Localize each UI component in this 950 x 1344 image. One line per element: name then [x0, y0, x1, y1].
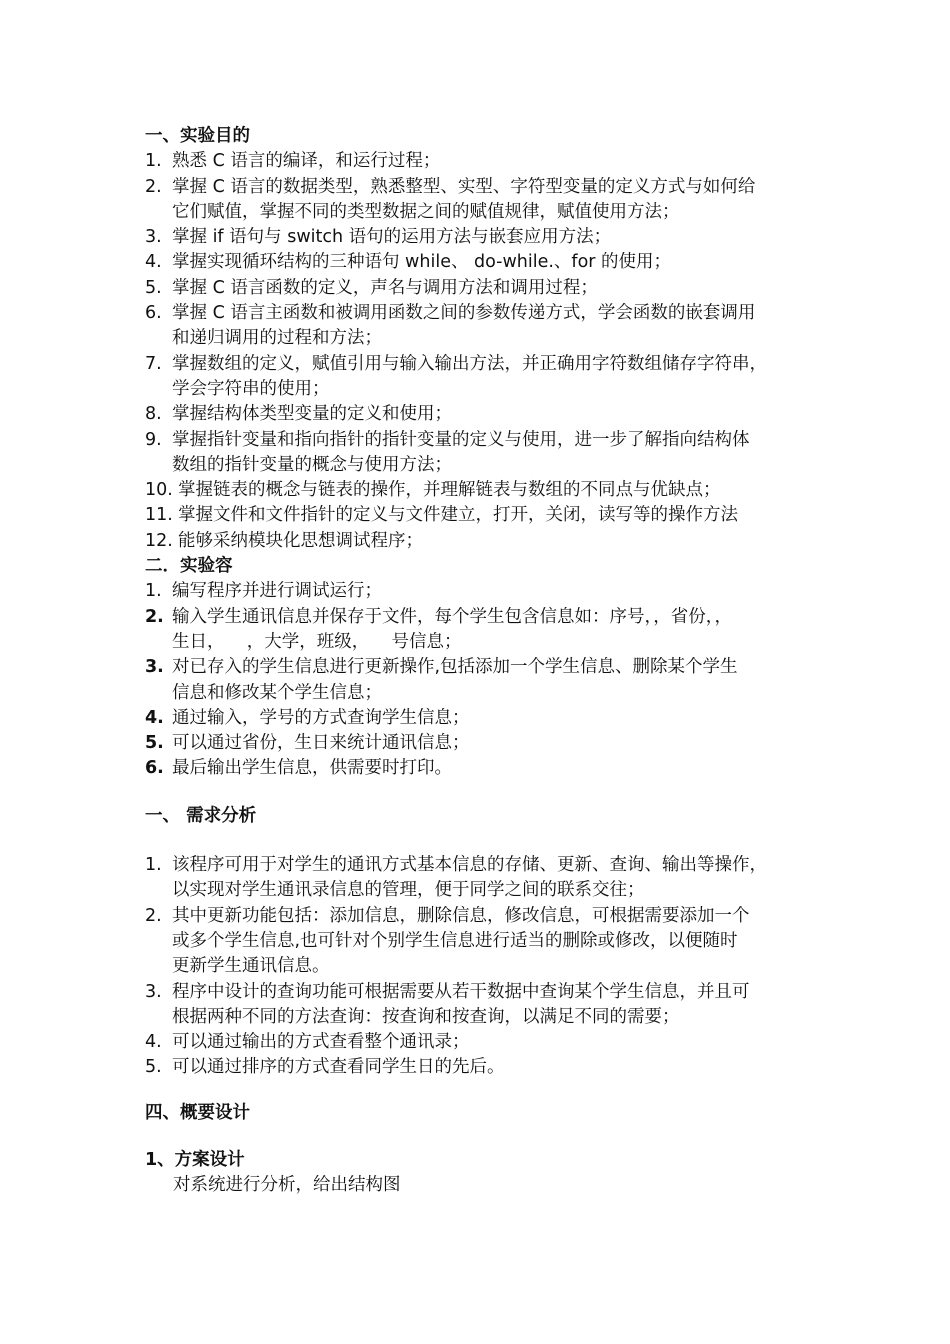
list-item [145, 904, 835, 980]
list-item-number: 1. [145, 581, 162, 602]
list-item-number: 1. [145, 151, 162, 172]
list-item-line: 掌握 C 语言函数的定义，声名与调用方法和调用过程； [172, 277, 598, 298]
list-item-text [172, 225, 835, 250]
list-item-line: 编写程序并进行调试运行； [172, 581, 382, 602]
list-item-number: 4. [145, 252, 162, 273]
list-item [145, 352, 835, 403]
list-item-text [172, 149, 835, 174]
list-item-line: 可以通过排序的方式查看同学生日的先后。 [172, 1057, 505, 1078]
subheading-scheme-design: 1、方案设计 [145, 1149, 245, 1170]
list-item-text [172, 853, 835, 904]
section-heading-content: 二．实验容 [145, 556, 233, 577]
list-item-number: 3. [145, 227, 162, 248]
list-item [145, 175, 835, 226]
list-item-line: 通过输入，学号的方式查询学生信息； [172, 707, 470, 728]
list-item-text [172, 605, 835, 656]
list-item [145, 655, 835, 706]
list-item-number: 6. [145, 758, 164, 779]
list-item [145, 605, 835, 656]
list-item-text [172, 352, 835, 403]
list-item-line: 可以通过输出的方式查看整个通讯录； [172, 1032, 470, 1053]
list-item-line: 信息和修改某个学生信息； [172, 682, 382, 703]
list-item-line: 更新学生通讯信息。 [172, 956, 330, 977]
list-item-line: 掌握实现循环结构的三种语句 while、 do-while.、for 的使用； [172, 252, 672, 273]
content-list [145, 579, 835, 781]
list-item-number: 2. [145, 176, 162, 197]
list-item [145, 1030, 835, 1055]
list-item [145, 756, 835, 781]
list-item-number: 5. [145, 733, 164, 754]
list-item-number: 12. [145, 530, 173, 551]
list-item [145, 1055, 835, 1080]
list-item-text [172, 655, 835, 706]
list-item [145, 250, 835, 275]
list-item-text [172, 731, 835, 756]
list-item-text [172, 756, 835, 781]
list-item-line: 学会字符串的使用； [172, 378, 330, 399]
list-item-text [172, 980, 835, 1031]
list-item-text [172, 175, 835, 226]
list-item-number: 9. [145, 429, 162, 450]
list-item-text [172, 1055, 835, 1080]
list-item-text [172, 276, 835, 301]
list-item-text [172, 904, 835, 980]
list-item-number: 4. [145, 707, 164, 728]
list-item-line: 熟悉 C 语言的编译，和运行过程； [172, 151, 441, 172]
list-item-line: 生日， ，大学，班级， 号信息； [172, 631, 462, 652]
list-item-number: 6. [145, 303, 162, 324]
list-item-line: 掌握 if 语句与 switch 语句的运用方法与嵌套应用方法； [172, 227, 612, 248]
list-item-number: 10. [145, 480, 173, 501]
document-page [145, 124, 835, 1199]
list-item [145, 503, 835, 528]
list-item-line: 和递归调用的过程和方法； [172, 328, 382, 349]
list-item [145, 225, 835, 250]
list-item-line: 以实现对学生通讯录信息的管理，便于同学之间的联系交往； [172, 880, 645, 901]
list-item [145, 301, 835, 352]
list-item-line: 掌握 C 语言的数据类型，熟悉整型、实型、字符型变量的定义方式与如何给 [172, 176, 756, 197]
list-item [145, 579, 835, 604]
list-item-line: 掌握 C 语言主函数和被调用函数之间的参数传递方式，学会函数的嵌套调用 [172, 303, 756, 324]
purpose-list [145, 149, 835, 554]
list-item-number: 2. [145, 606, 164, 627]
list-item [145, 276, 835, 301]
list-item-number: 3. [145, 981, 162, 1002]
list-item-number: 11. [145, 505, 173, 526]
list-item-line: 掌握结构体类型变量的定义和使用； [172, 404, 452, 425]
list-item-line: 根据两种不同的方法查询：按查询和按查询，以满足不同的需要； [172, 1006, 680, 1027]
scheme-design-text: 对系统进行分析，给出结构图 [173, 1175, 401, 1196]
list-item [145, 478, 835, 503]
list-item-text [172, 1030, 835, 1055]
list-item-number: 2. [145, 905, 162, 926]
list-item-text [178, 529, 835, 554]
list-item-number: 5. [145, 1057, 162, 1078]
list-item-line: 掌握文件和文件指针的定义与文件建立，打开，关闭，读写等的操作方法 [178, 505, 738, 526]
list-item-line: 它们赋值，掌握不同的类型数据之间的赋值规律，赋值使用方法； [172, 201, 680, 222]
section-heading-purpose: 一、实验目的 [145, 126, 250, 146]
list-item-number: 1. [145, 855, 162, 876]
list-item-text [178, 478, 835, 503]
list-item-line: 掌握指针变量和指向指针的指针变量的定义与使用，进一步了解指向结构体 [172, 429, 750, 450]
list-item [145, 149, 835, 174]
list-item-line: 对已存入的学生信息进行更新操作,包括添加一个学生信息、删除某个学生 [172, 657, 738, 678]
list-item-text [178, 503, 835, 528]
list-item-number: 8. [145, 404, 162, 425]
list-item [145, 731, 835, 756]
list-item-line: 掌握数组的定义，赋值引用与输入输出方法，并正确用字符数组储存字符串， [172, 353, 767, 374]
list-item-line: 数组的指针变量的概念与使用方法； [172, 454, 452, 475]
list-item-line: 可以通过省份，生日来统计通讯信息； [172, 733, 470, 754]
section-heading-design: 四、概要设计 [145, 1102, 250, 1123]
list-item-line: 程序中设计的查询功能可根据需要从若干数据中查询某个学生信息，并且可 [172, 981, 750, 1002]
list-item-line: 或多个学生信息,也可针对个别学生信息进行适当的删除或修改，以便随时 [172, 930, 738, 951]
list-item-number: 3. [145, 657, 164, 678]
list-item-line: 能够采纳模块化思想调试程序； [178, 530, 423, 551]
list-item-number: 7. [145, 353, 162, 374]
list-item-text [172, 250, 835, 275]
list-item-text [172, 402, 835, 427]
list-item-text [172, 579, 835, 604]
list-item-text [172, 301, 835, 352]
list-item-line: 掌握链表的概念与链表的操作，并理解链表与数组的不同点与优缺点； [178, 480, 721, 501]
requirements-list [145, 853, 835, 1081]
list-item-text [172, 706, 835, 731]
list-item-line: 输入学生通讯信息并保存于文件，每个学生包含信息如：序号，，省份，， [172, 606, 732, 627]
list-item-line: 该程序可用于对学生的通讯方式基本信息的存储、更新、查询、输出等操作， [172, 855, 767, 876]
list-item [145, 706, 835, 731]
section-heading-requirements: 一、 需求分析 [145, 805, 257, 826]
list-item [145, 402, 835, 427]
list-item [145, 529, 835, 554]
list-item-text [172, 428, 835, 479]
list-item-line: 其中更新功能包括：添加信息，删除信息，修改信息，可根据需要添加一个 [172, 905, 750, 926]
list-item [145, 853, 835, 904]
list-item-line: 最后输出学生信息，供需要时打印。 [172, 758, 452, 779]
list-item-number: 4. [145, 1032, 162, 1053]
list-item [145, 980, 835, 1031]
list-item [145, 428, 835, 479]
list-item-number: 5. [145, 277, 162, 298]
